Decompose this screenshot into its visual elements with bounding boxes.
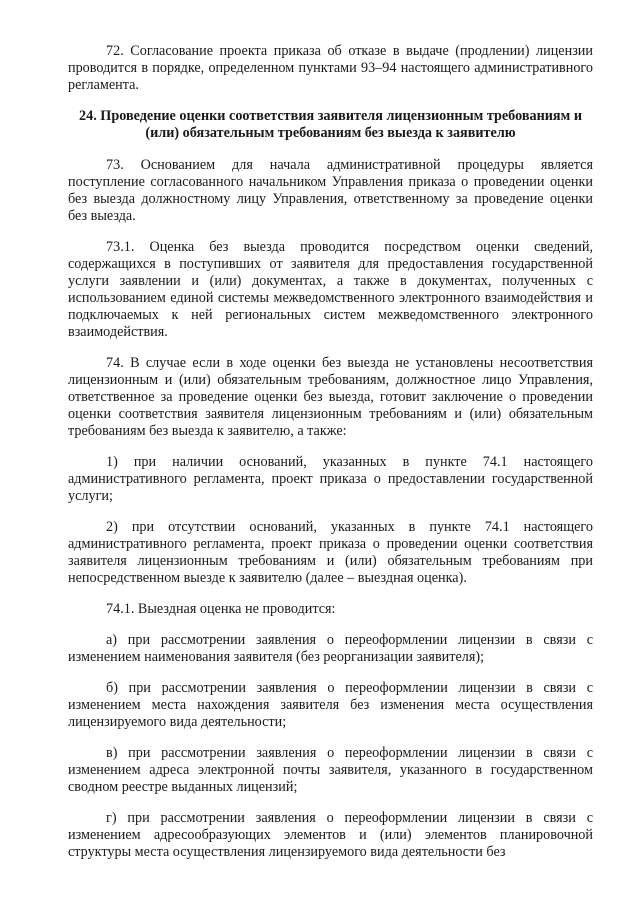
paragraph-74-1-item-v: в) при рассмотрении заявления о переоформлении лицензии в связи с изменением адреса электронной почты заявителя, указанного в государственном сводном реестре выданных лицензий; [68,745,593,795]
paragraph-74-item-1: 1) при наличии оснований, указанных в пункте 74.1 настоящего административного регламента, проект приказа о предоставлении государственной услуги; [68,454,593,504]
paragraph-74-1: 74.1. Выездная оценка не проводится: [106,601,336,617]
paragraph-74-1-item-a: а) при рассмотрении заявления о переоформлении лицензии в связи с изменением наименования заявителя (без реорганизации заявителя); [68,632,593,665]
paragraph-73: 73. Основанием для начала административной процедуры является поступление согласованного начальником Управления приказа о проведении оценки без выезда должностному лицу Управления, ответственному за проведение оценки без выезда. [68,157,593,224]
paragraph-73-1: 73.1. Оценка без выезда проводится посредством оценки сведений, содержащихся в поступивших от заявителя для предоставления государственной услуги заявлении и (или) документах, а также в документах, полученных с использованием единой системы межведомственного электронного взаимодействия и подключаемых к ней региональных систем межведомственного электронного взаимодействия. [68,239,593,340]
paragraph-74-1-item-b: б) при рассмотрении заявления о переоформлении лицензии в связи с изменением места нахождения заявителя без изменения места осуществления лицензируемого вида деятельности; [68,680,593,730]
paragraph-74: 74. В случае если в ходе оценки без выезда не установлены несоответствия лицензионным и (или) обязательным требованиям, должностное лицо Управления, ответственное за проведение оценки без выезда, готовит заключение о проведении оценки соответствия заявителя лицензионным требованиям и (или) обязательным требованиям без выезда к заявителю, а также: [68,355,593,439]
paragraph-74-item-2: 2) при отсутствии оснований, указанных в пункте 74.1 настоящего административного регламента, проект приказа о проведении оценки соответствия заявителя лицензионным требованиям и (или) обязательным требованиям при непосредственном выезде к заявителю (далее – выездная оценка). [68,519,593,586]
paragraph-74-1-item-g: г) при рассмотрении заявления о переоформлении лицензии в связи с изменением адресообразующих элементов и (или) элементов планировочной структуры места осуществления лицензируемого вида деятельности без [68,810,593,860]
section-heading: 24. Проведение оценки соответствия заявителя лицензионным требованиям и (или) обязательным требованиям без выезда к заявителю [79,108,582,141]
paragraph-72: 72. Согласование проекта приказа об отказе в выдаче (продлении) лицензии проводится в порядке, определенном пунктами 93–94 настоящего административного регламента. [68,43,593,93]
